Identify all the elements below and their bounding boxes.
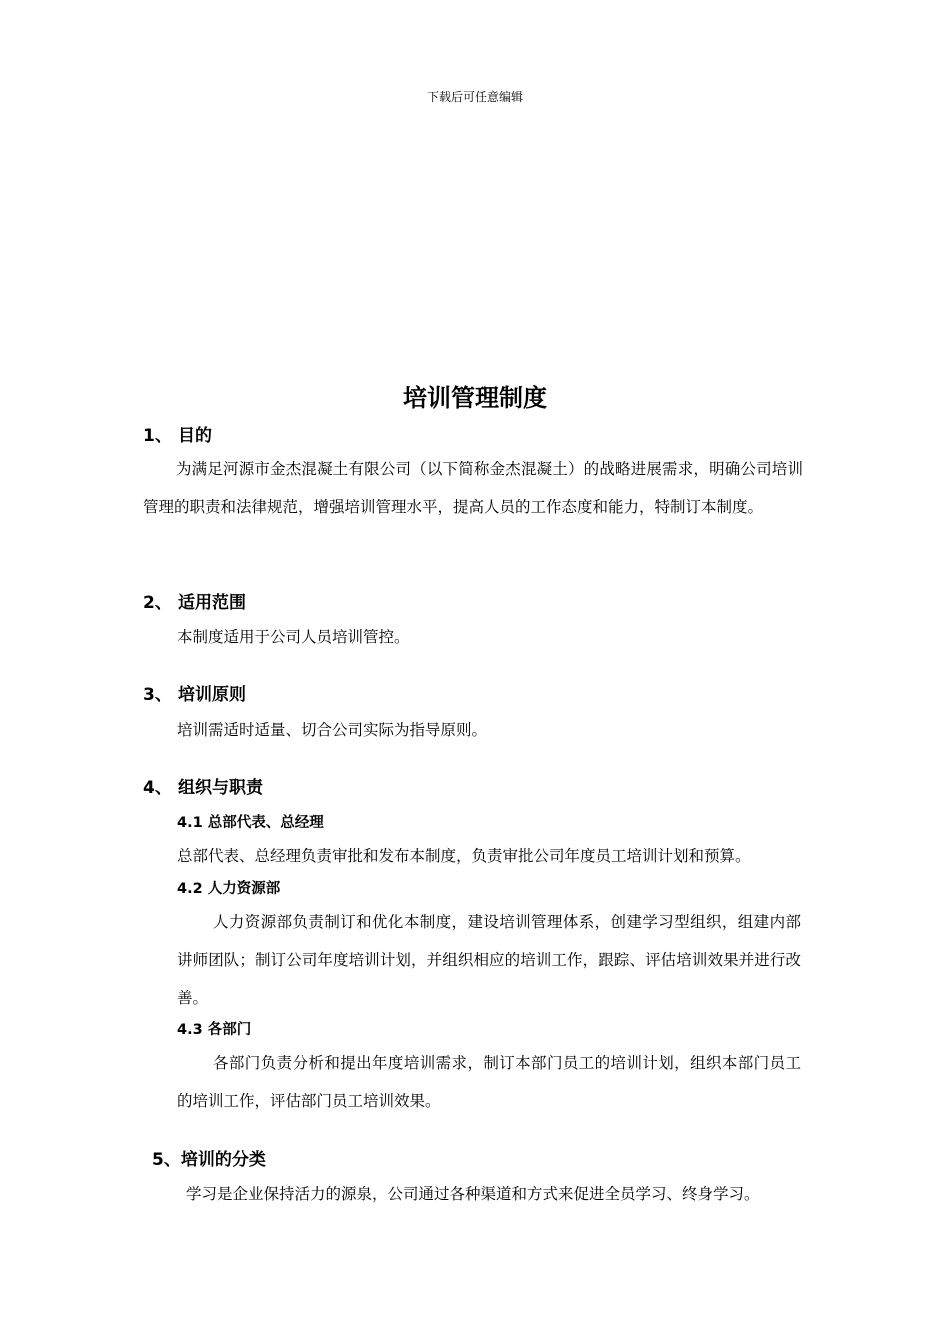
subsection-4-3-body: 各部门负责分析和提出年度培训需求，制订本部门员工的培训计划，组织本部门员工的培训工作，评估部门员工培训效果。: [177, 1054, 801, 1110]
section-4: [143, 775, 803, 801]
subsection-4-3-heading: 4.3 各部门: [177, 1022, 252, 1038]
section-3-body: 培训需适时适量、切合公司实际为指导原则。: [177, 721, 488, 739]
section-5-heading: 5、培训的分类: [152, 1150, 266, 1170]
header-note: 下载后可任意编辑: [426, 90, 523, 104]
section-1: [143, 423, 803, 449]
section-4-heading: [143, 775, 803, 801]
section-2-number: 2、: [143, 593, 172, 613]
subsection-4-1-body: 总部代表、总经理负责审批和发布本制度，负责审批公司年度员工培训计划和预算。: [177, 847, 751, 865]
section-3: [143, 682, 803, 708]
section-3-number: 3、: [143, 685, 172, 705]
section-1-title: 目的: [178, 426, 212, 446]
section-4-number: 4、: [143, 778, 172, 798]
section-2-body: 本制度适用于公司人员培训管控。: [177, 628, 410, 646]
subsection-4-2-heading: 4.2 人力资源部: [177, 881, 281, 897]
section-4-title: 组织与职责: [178, 778, 263, 798]
section-5-body: 学习是企业保持活力的源泉，公司通过各种渠道和方式来促进全员学习、终身学习。: [186, 1185, 760, 1203]
section-2-heading: [143, 590, 803, 616]
section-3-title: 培训原则: [178, 685, 246, 705]
subsection-4-2-body: 人力资源部负责制订和优化本制度，建设培训管理体系，创建学习型组织，组建内部讲师团队；制订公司年度培训计划，并组织相应的培训工作，跟踪、评估培训效果并进行改善。: [177, 913, 801, 1007]
section-1-number: 1、: [143, 426, 172, 446]
section-2-title: 适用范围: [178, 593, 246, 613]
section-1-heading: [143, 423, 803, 449]
document-title: 培训管理制度: [403, 384, 547, 412]
section-2: [143, 590, 803, 616]
subsection-4-1-heading: 4.1 总部代表、总经理: [177, 815, 324, 831]
section-1-body: 为满足河源市金杰混凝土有限公司（以下简称金杰混凝土）的战略进展需求，明确公司培训管理的职责和法律规范，增强培训管理水平，提高人员的工作态度和能力，特制订本制度。: [143, 460, 803, 516]
section-3-heading: [143, 682, 803, 708]
